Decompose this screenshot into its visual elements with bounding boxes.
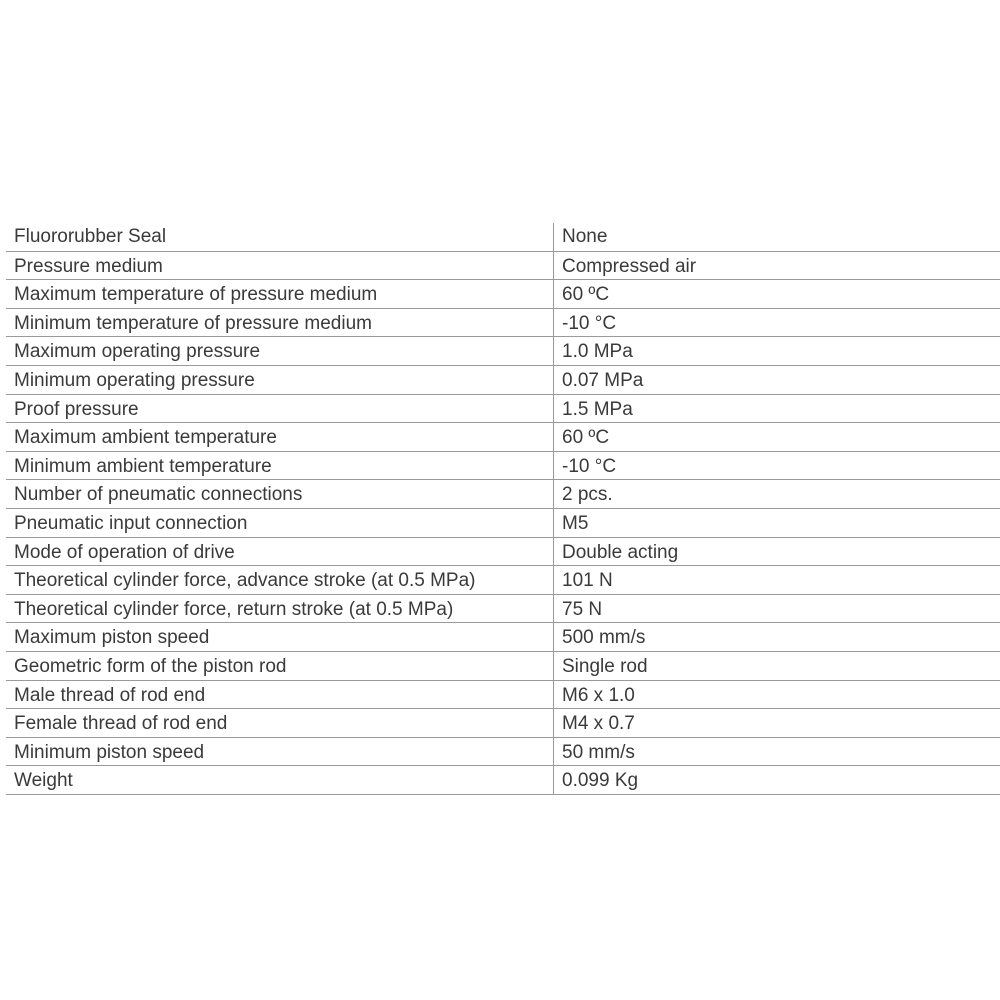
spec-value: M5 bbox=[562, 512, 589, 534]
table-row bbox=[6, 309, 1000, 338]
spec-value: 50 mm/s bbox=[562, 741, 635, 763]
spec-value: 0.099 Kg bbox=[562, 770, 639, 792]
table-row bbox=[6, 423, 1000, 452]
spec-label: Pneumatic input connection bbox=[6, 509, 554, 537]
spec-value: 500 mm/s bbox=[562, 627, 646, 649]
spec-label: Fluororubber Seal bbox=[6, 223, 554, 251]
spec-label: Proof pressure bbox=[6, 395, 554, 423]
spec-label: Female thread of rod end bbox=[6, 709, 554, 737]
spec-label: Maximum piston speed bbox=[6, 623, 554, 651]
spec-label: Pressure medium bbox=[6, 252, 554, 280]
spec-value: None bbox=[562, 226, 608, 247]
table-row bbox=[6, 538, 1000, 567]
table-row bbox=[6, 337, 1000, 366]
table-row bbox=[6, 252, 1000, 281]
table-row bbox=[6, 652, 1000, 681]
spec-value: 60 ºC bbox=[562, 427, 610, 449]
spec-value: 1.5 MPa bbox=[562, 398, 633, 420]
spec-label: Minimum ambient temperature bbox=[6, 452, 554, 480]
spec-value: M6 x 1.0 bbox=[562, 684, 635, 706]
spec-value: -10 °C bbox=[562, 312, 617, 334]
spec-label: Geometric form of the piston rod bbox=[6, 652, 554, 680]
spec-value: 0.07 MPa bbox=[562, 369, 644, 391]
spec-value: Single rod bbox=[562, 655, 648, 677]
spec-label: Male thread of rod end bbox=[6, 681, 554, 709]
spec-label: Maximum ambient temperature bbox=[6, 423, 554, 451]
spec-label: Minimum operating pressure bbox=[6, 366, 554, 394]
table-row bbox=[6, 223, 1000, 252]
spec-value: Compressed air bbox=[562, 255, 697, 277]
table-row bbox=[6, 280, 1000, 309]
spec-label: Minimum temperature of pressure medium bbox=[6, 309, 554, 337]
spec-label: Theoretical cylinder force, advance stroke (at 0.5 MPa) bbox=[6, 566, 554, 594]
table-row bbox=[6, 395, 1000, 424]
table-row bbox=[6, 452, 1000, 481]
spec-value: 75 N bbox=[562, 598, 603, 620]
table-row bbox=[6, 509, 1000, 538]
spec-value: 101 N bbox=[562, 570, 613, 592]
spec-value: 2 pcs. bbox=[562, 484, 613, 506]
spec-value: -10 °C bbox=[562, 455, 617, 477]
spec-value: Double acting bbox=[562, 541, 679, 563]
spec-table bbox=[6, 223, 1000, 795]
spec-value: 60 ºC bbox=[562, 284, 610, 306]
spec-label: Minimum piston speed bbox=[6, 738, 554, 766]
table-row bbox=[6, 766, 1000, 795]
spec-label: Weight bbox=[6, 766, 554, 794]
table-row bbox=[6, 709, 1000, 738]
spec-label: Mode of operation of drive bbox=[6, 538, 554, 566]
spec-value: 1.0 MPa bbox=[562, 341, 633, 363]
table-row bbox=[6, 480, 1000, 509]
table-row bbox=[6, 738, 1000, 767]
spec-value: M4 x 0.7 bbox=[562, 713, 635, 735]
table-row bbox=[6, 366, 1000, 395]
spec-label: Number of pneumatic connections bbox=[6, 480, 554, 508]
table-row bbox=[6, 566, 1000, 595]
spec-label: Theoretical cylinder force, return stroke (at 0.5 MPa) bbox=[6, 595, 554, 623]
spec-label: Maximum temperature of pressure medium bbox=[6, 280, 554, 308]
spec-label: Maximum operating pressure bbox=[6, 337, 554, 365]
table-row bbox=[6, 623, 1000, 652]
table-row bbox=[6, 595, 1000, 624]
table-row bbox=[6, 681, 1000, 710]
